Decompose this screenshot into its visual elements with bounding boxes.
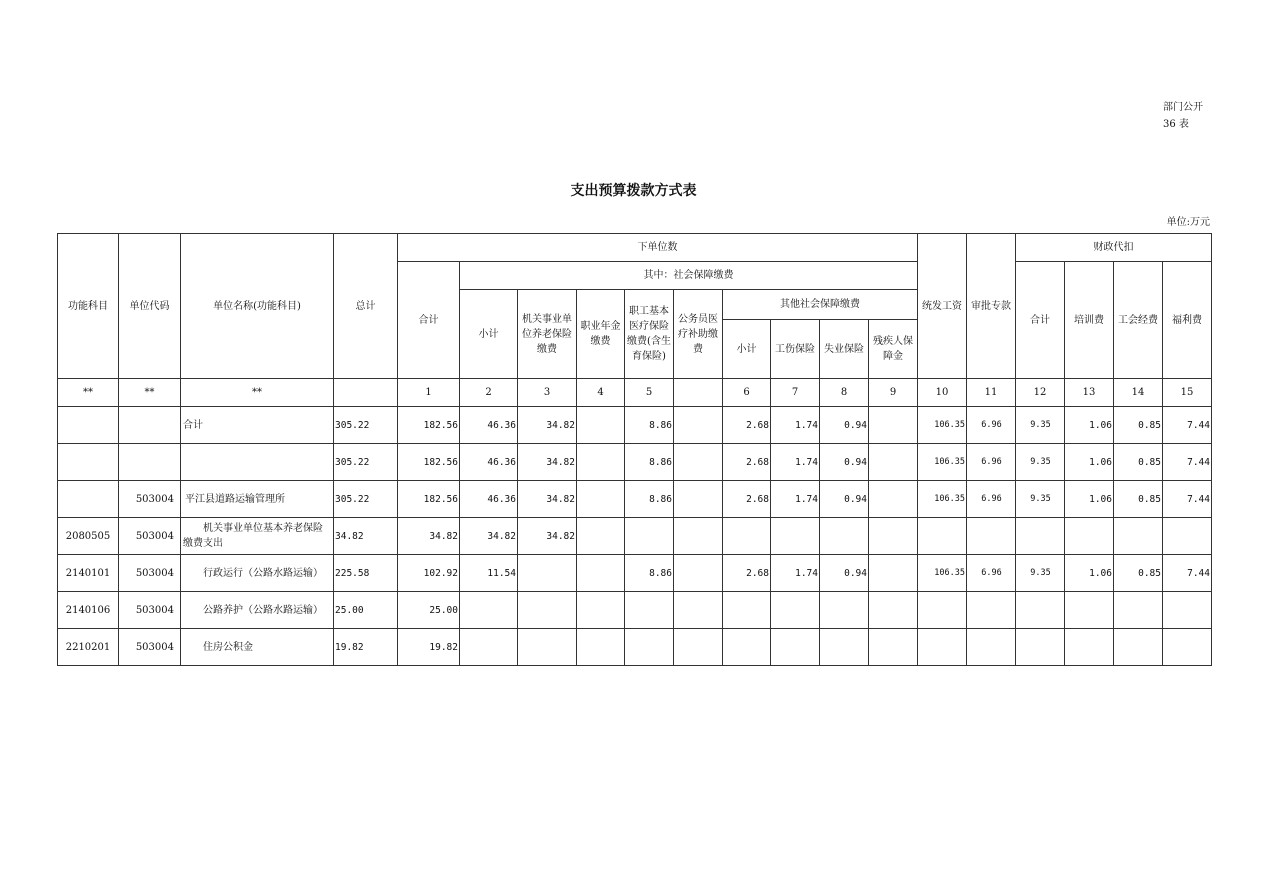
cell-civil-medical xyxy=(674,518,723,555)
cell-unit-name: 平江县道路运输管理所 xyxy=(181,481,334,518)
cell-training: 1.06 xyxy=(1065,407,1114,444)
cell-fd-total: 9.35 xyxy=(1016,407,1065,444)
cell-union xyxy=(1114,592,1163,629)
cell-disabled xyxy=(869,592,918,629)
cell-heji: 182.56 xyxy=(398,407,460,444)
cell-medical: 8.86 xyxy=(625,444,674,481)
index-row xyxy=(58,379,1212,407)
cell-training xyxy=(1065,518,1114,555)
cell-annuity xyxy=(577,629,625,666)
cell-unemployment xyxy=(820,629,869,666)
cell-subtotal: 46.36 xyxy=(460,481,518,518)
cell-func-subject: 2140101 xyxy=(58,555,119,592)
cell-welfare: 7.44 xyxy=(1163,444,1212,481)
header-unified-wage: 统发工资 xyxy=(918,234,967,379)
cell-pension: 34.82 xyxy=(518,444,577,481)
cell-unit-code: 503004 xyxy=(119,592,181,629)
header-medical: 职工基本医疗保险缴费(含生育保险) xyxy=(625,290,674,379)
index-cell: 15 xyxy=(1163,379,1212,407)
cell-fd-total xyxy=(1016,518,1065,555)
cell-welfare xyxy=(1163,629,1212,666)
cell-func-subject xyxy=(58,444,119,481)
cell-union: 0.85 xyxy=(1114,407,1163,444)
cell-special-fund: 6.96 xyxy=(967,444,1016,481)
index-cell: 4 xyxy=(577,379,625,407)
cell-civil-medical xyxy=(674,629,723,666)
index-cell: 3 xyxy=(518,379,577,407)
header-training: 培训费 xyxy=(1065,262,1114,379)
cell-unit-name: 行政运行（公路水路运输） xyxy=(181,555,334,592)
cell-unemployment xyxy=(820,592,869,629)
header-subtotal: 小计 xyxy=(460,290,518,379)
table-row xyxy=(58,555,1212,592)
header-union: 工会经费 xyxy=(1114,262,1163,379)
cell-func-subject: 2080505 xyxy=(58,518,119,555)
cell-other-subtotal xyxy=(723,518,771,555)
header-other-social: 其他社会保障缴费 xyxy=(723,290,918,320)
cell-unified-wage: 106.35 xyxy=(918,444,967,481)
header-social-insurance: 其中：社会保障缴费 xyxy=(460,262,918,290)
cell-pension xyxy=(518,555,577,592)
table-row xyxy=(58,592,1212,629)
table-body xyxy=(58,407,1212,666)
cell-subtotal xyxy=(460,592,518,629)
cell-fd-total: 9.35 xyxy=(1016,481,1065,518)
page-title: 支出预算拨款方式表 xyxy=(570,183,697,199)
cell-unified-wage xyxy=(918,518,967,555)
cell-disabled xyxy=(869,629,918,666)
cell-medical: 8.86 xyxy=(625,555,674,592)
cell-total: 305.22 xyxy=(334,407,398,444)
cell-annuity xyxy=(577,481,625,518)
header-annuity: 职业年金缴费 xyxy=(577,290,625,379)
cell-unified-wage xyxy=(918,629,967,666)
header-pension: 机关事业单位养老保险缴费 xyxy=(518,290,577,379)
cell-civil-medical xyxy=(674,407,723,444)
header-func-subject: 功能科目 xyxy=(58,234,119,379)
cell-special-fund: 6.96 xyxy=(967,407,1016,444)
cell-func-subject: 2210201 xyxy=(58,629,119,666)
cell-unemployment: 0.94 xyxy=(820,481,869,518)
cell-special-fund xyxy=(967,629,1016,666)
index-cell: 11 xyxy=(967,379,1016,407)
cell-disabled xyxy=(869,444,918,481)
cell-union xyxy=(1114,629,1163,666)
cell-civil-medical xyxy=(674,444,723,481)
cell-welfare xyxy=(1163,592,1212,629)
cell-other-subtotal: 2.68 xyxy=(723,555,771,592)
cell-heji: 25.00 xyxy=(398,592,460,629)
cell-medical xyxy=(625,629,674,666)
index-cell xyxy=(674,379,723,407)
cell-other-subtotal: 2.68 xyxy=(723,407,771,444)
index-cell: 14 xyxy=(1114,379,1163,407)
index-cell xyxy=(334,379,398,407)
cell-fd-total: 9.35 xyxy=(1016,444,1065,481)
cell-subtotal: 34.82 xyxy=(460,518,518,555)
index-cell: ** xyxy=(58,379,119,407)
index-cell: 7 xyxy=(771,379,820,407)
cell-func-subject xyxy=(58,407,119,444)
cell-fd-total xyxy=(1016,592,1065,629)
header-lower-units: 下单位数 xyxy=(398,234,918,262)
cell-injury: 1.74 xyxy=(771,407,820,444)
cell-civil-medical xyxy=(674,592,723,629)
cell-pension xyxy=(518,592,577,629)
corner-line-1: 部门公开 xyxy=(1163,102,1203,113)
cell-total: 19.82 xyxy=(334,629,398,666)
cell-other-subtotal xyxy=(723,629,771,666)
cell-training xyxy=(1065,629,1114,666)
cell-disabled xyxy=(869,407,918,444)
cell-special-fund xyxy=(967,518,1016,555)
cell-annuity xyxy=(577,407,625,444)
cell-other-subtotal: 2.68 xyxy=(723,444,771,481)
cell-welfare xyxy=(1163,518,1212,555)
unit-label: 单位:万元 xyxy=(1166,217,1210,228)
cell-disabled xyxy=(869,555,918,592)
cell-unemployment xyxy=(820,518,869,555)
index-cell: 12 xyxy=(1016,379,1065,407)
cell-unit-code xyxy=(119,444,181,481)
cell-civil-medical xyxy=(674,555,723,592)
cell-unit-code: 503004 xyxy=(119,629,181,666)
cell-other-subtotal: 2.68 xyxy=(723,481,771,518)
header-civil-medical: 公务员医疗补助缴费 xyxy=(674,290,723,379)
cell-welfare: 7.44 xyxy=(1163,555,1212,592)
cell-injury: 1.74 xyxy=(771,555,820,592)
cell-unit-name: 公路养护（公路水路运输） xyxy=(181,592,334,629)
cell-injury: 1.74 xyxy=(771,481,820,518)
header-unit-name: 单位名称(功能科目) xyxy=(181,234,334,379)
cell-total: 225.58 xyxy=(334,555,398,592)
cell-civil-medical xyxy=(674,481,723,518)
corner-line-2: 36 表 xyxy=(1163,119,1189,130)
cell-func-subject xyxy=(58,481,119,518)
cell-union xyxy=(1114,518,1163,555)
cell-other-subtotal xyxy=(723,592,771,629)
cell-special-fund xyxy=(967,592,1016,629)
cell-unit-code: 503004 xyxy=(119,518,181,555)
header-heji: 合计 xyxy=(398,262,460,379)
cell-heji: 182.56 xyxy=(398,481,460,518)
cell-pension: 34.82 xyxy=(518,407,577,444)
cell-welfare: 7.44 xyxy=(1163,407,1212,444)
header-special-fund: 审批专款 xyxy=(967,234,1016,379)
cell-medical: 8.86 xyxy=(625,407,674,444)
header-other-subtotal: 小计 xyxy=(723,320,771,379)
cell-union: 0.85 xyxy=(1114,555,1163,592)
cell-unemployment: 0.94 xyxy=(820,407,869,444)
cell-special-fund: 6.96 xyxy=(967,555,1016,592)
cell-medical xyxy=(625,518,674,555)
cell-total: 305.22 xyxy=(334,444,398,481)
cell-fd-total: 9.35 xyxy=(1016,555,1065,592)
header-finance-deduct: 财政代扣 xyxy=(1016,234,1212,262)
cell-pension xyxy=(518,629,577,666)
index-cell: 13 xyxy=(1065,379,1114,407)
budget-table xyxy=(57,233,1212,666)
cell-pension: 34.82 xyxy=(518,481,577,518)
cell-annuity xyxy=(577,518,625,555)
cell-unit-code: 503004 xyxy=(119,555,181,592)
cell-annuity xyxy=(577,555,625,592)
cell-special-fund: 6.96 xyxy=(967,481,1016,518)
cell-unified-wage: 106.35 xyxy=(918,555,967,592)
cell-training: 1.06 xyxy=(1065,444,1114,481)
cell-unemployment: 0.94 xyxy=(820,555,869,592)
header-welfare: 福利费 xyxy=(1163,262,1212,379)
cell-fd-total xyxy=(1016,629,1065,666)
cell-disabled xyxy=(869,518,918,555)
cell-unit-code: 503004 xyxy=(119,481,181,518)
header-unit-code: 单位代码 xyxy=(119,234,181,379)
cell-union: 0.85 xyxy=(1114,444,1163,481)
header-unemployment: 失业保险 xyxy=(820,320,869,379)
cell-unit-name: 合计 xyxy=(181,407,334,444)
table-row xyxy=(58,481,1212,518)
cell-unemployment: 0.94 xyxy=(820,444,869,481)
cell-heji: 102.92 xyxy=(398,555,460,592)
cell-injury xyxy=(771,518,820,555)
cell-union: 0.85 xyxy=(1114,481,1163,518)
index-cell: 8 xyxy=(820,379,869,407)
cell-unified-wage: 106.35 xyxy=(918,407,967,444)
cell-disabled xyxy=(869,481,918,518)
table-row xyxy=(58,629,1212,666)
cell-heji: 182.56 xyxy=(398,444,460,481)
cell-injury xyxy=(771,629,820,666)
cell-welfare: 7.44 xyxy=(1163,481,1212,518)
index-cell: ** xyxy=(119,379,181,407)
cell-pension: 34.82 xyxy=(518,518,577,555)
cell-subtotal: 46.36 xyxy=(460,444,518,481)
cell-annuity xyxy=(577,592,625,629)
table-row xyxy=(58,444,1212,481)
index-cell: 1 xyxy=(398,379,460,407)
cell-injury xyxy=(771,592,820,629)
cell-unit-code xyxy=(119,407,181,444)
cell-heji: 19.82 xyxy=(398,629,460,666)
index-cell: 10 xyxy=(918,379,967,407)
index-cell: 2 xyxy=(460,379,518,407)
cell-subtotal xyxy=(460,629,518,666)
cell-unified-wage: 106.35 xyxy=(918,481,967,518)
cell-annuity xyxy=(577,444,625,481)
header-total: 总计 xyxy=(334,234,398,379)
cell-unit-name: 住房公积金 xyxy=(181,629,334,666)
cell-unified-wage xyxy=(918,592,967,629)
cell-unit-name: 机关事业单位基本养老保险缴费支出 xyxy=(181,518,334,555)
index-cell: ** xyxy=(181,379,334,407)
cell-total: 305.22 xyxy=(334,481,398,518)
table-row xyxy=(58,518,1212,555)
cell-total: 25.00 xyxy=(334,592,398,629)
header-disabled: 残疾人保障金 xyxy=(869,320,918,379)
cell-total: 34.82 xyxy=(334,518,398,555)
cell-training: 1.06 xyxy=(1065,555,1114,592)
index-cell: 9 xyxy=(869,379,918,407)
corner-label xyxy=(1163,99,1203,133)
cell-func-subject: 2140106 xyxy=(58,592,119,629)
index-cell: 6 xyxy=(723,379,771,407)
cell-medical xyxy=(625,592,674,629)
cell-subtotal: 46.36 xyxy=(460,407,518,444)
header-injury: 工伤保险 xyxy=(771,320,820,379)
cell-subtotal: 11.54 xyxy=(460,555,518,592)
cell-heji: 34.82 xyxy=(398,518,460,555)
table-row xyxy=(58,407,1212,444)
cell-injury: 1.74 xyxy=(771,444,820,481)
cell-training xyxy=(1065,592,1114,629)
cell-unit-name xyxy=(181,444,334,481)
index-cell: 5 xyxy=(625,379,674,407)
cell-training: 1.06 xyxy=(1065,481,1114,518)
header-fd-total: 合计 xyxy=(1016,262,1065,379)
cell-medical: 8.86 xyxy=(625,481,674,518)
